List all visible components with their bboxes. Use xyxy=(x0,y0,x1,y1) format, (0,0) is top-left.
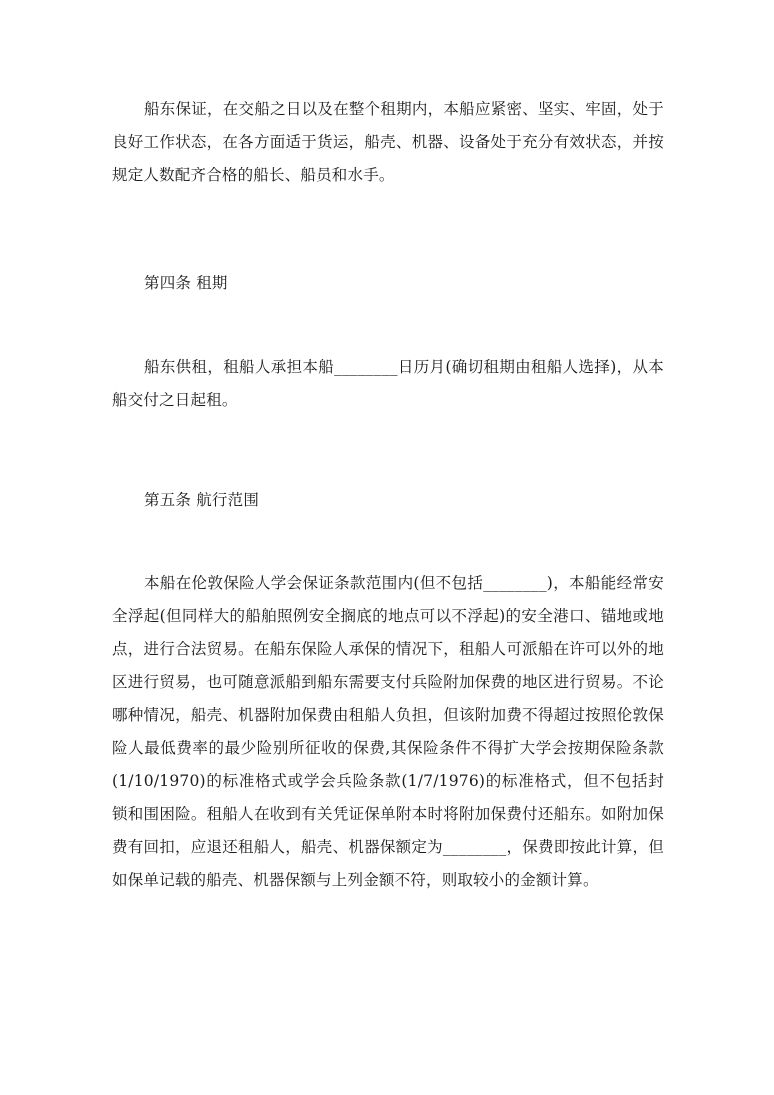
paragraph-shipowner-guarantee: 船东保证，在交船之日以及在整个租期内，本船应紧密、坚实、牢固，处于良好工作状态，在各方面适于货运，船壳、机器、设备处于充分有效状态，并按规定人数配齐合格的船长、船员和水手。 xyxy=(112,100,664,184)
paragraph-trading-limits: 本船在伦敦保险人学会保证条款范围内(但不包括________)，本船能经常安全浮起(但同样大的船舶照例安全搁底的地点可以不浮起)的安全港口、锚地或地点，进行合法贸易。在船东保险人承保的情况下，租船人可派船在许可以外的地区进行贸易，也可随意派船到船东需要支付兵险附加保费的地区进行贸易。不论哪种情况，船壳、机器附加保费由租船人负担，但该附加费不得超过按照伦敦保险人最低费率的最少险别所征收的保费,其保险条件不得扩大学会按期保险条款(1/10/1970)的标准格式或学会兵险条款(1/7/1976)的标准格式，但不包括封锁和围困险。租船人在收到有关凭证保单附本时将附加保费付还船东。如附加保费有回扣，应退还租船人，船壳、机器保额定为________，保费即按此计算，但如保单记载的船壳、机器保额与上列金额不符，则取较小的金额计算。 xyxy=(112,574,664,889)
paragraph-charter-period: 船东供租，租船人承担本船________日历月(确切租期由租船人选择)，从本船交付之日起租。 xyxy=(112,358,664,409)
article-4-heading: 第四条 租期 xyxy=(144,274,228,292)
article-5-heading: 第五条 航行范围 xyxy=(144,491,260,509)
